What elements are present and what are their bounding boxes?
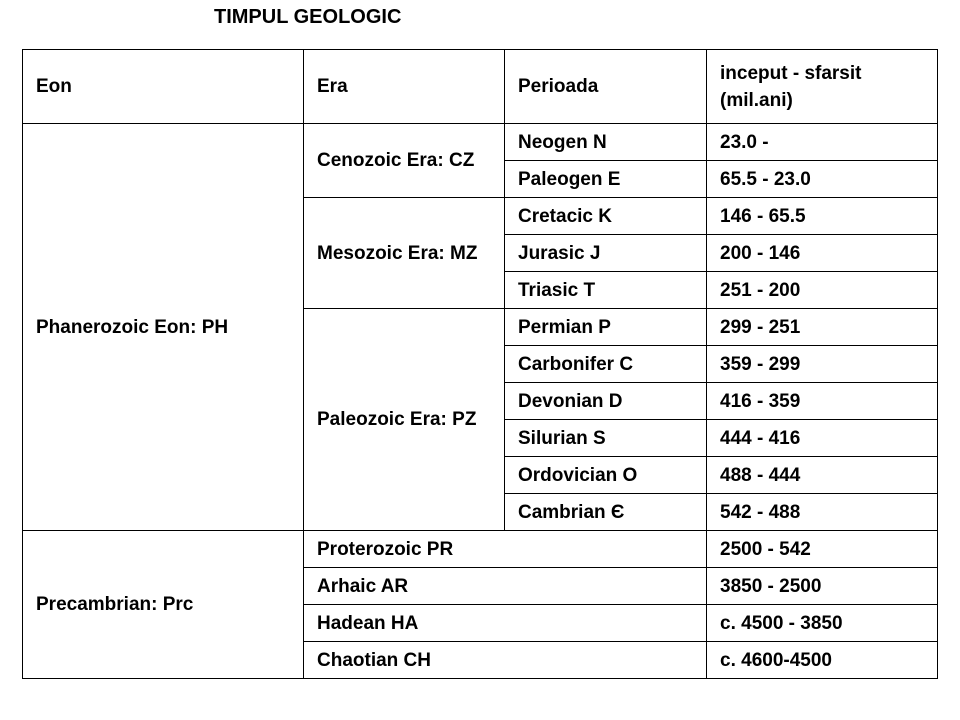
eon-cell-phanerozoic: Phanerozoic Eon: PH <box>23 124 304 531</box>
range-cell: 23.0 - <box>707 124 938 161</box>
period-cell: Carbonifer C <box>505 346 707 383</box>
era-cell-paleozoic: Paleozoic Era: PZ <box>304 309 505 531</box>
range-cell: 146 - 65.5 <box>707 198 938 235</box>
period-cell: Triasic T <box>505 272 707 309</box>
range-cell: 542 - 488 <box>707 494 938 531</box>
range-cell: 444 - 416 <box>707 420 938 457</box>
era-period-cell: Arhaic AR <box>304 568 707 605</box>
page-title: TIMPUL GEOLOGIC <box>214 6 402 28</box>
range-cell: 299 - 251 <box>707 309 938 346</box>
range-cell: 3850 - 2500 <box>707 568 938 605</box>
era-period-cell: Hadean HA <box>304 605 707 642</box>
period-cell: Cambrian Є <box>505 494 707 531</box>
era-cell-cenozoic: Cenozoic Era: CZ <box>304 124 505 198</box>
period-cell: Jurasic J <box>505 235 707 272</box>
table-row <box>23 531 938 568</box>
header-period: Perioada <box>505 50 707 124</box>
range-cell: 251 - 200 <box>707 272 938 309</box>
header-era: Era <box>304 50 505 124</box>
range-cell: c. 4500 - 3850 <box>707 605 938 642</box>
period-cell: Paleogen E <box>505 161 707 198</box>
range-cell: 2500 - 542 <box>707 531 938 568</box>
range-cell: 416 - 359 <box>707 383 938 420</box>
period-cell: Ordovician O <box>505 457 707 494</box>
era-period-cell: Chaotian CH <box>304 642 707 679</box>
period-cell: Neogen N <box>505 124 707 161</box>
period-cell: Permian P <box>505 309 707 346</box>
period-cell: Devonian D <box>505 383 707 420</box>
range-cell: 65.5 - 23.0 <box>707 161 938 198</box>
range-cell: 488 - 444 <box>707 457 938 494</box>
header-eon: Eon <box>23 50 304 124</box>
header-range: inceput - sfarsit (mil.ani) <box>707 50 938 124</box>
era-cell-mesozoic: Mesozoic Era: MZ <box>304 198 505 309</box>
geologic-time-table <box>22 49 938 679</box>
header-row <box>23 50 938 124</box>
range-cell: c. 4600-4500 <box>707 642 938 679</box>
period-cell: Silurian S <box>505 420 707 457</box>
period-cell: Cretacic K <box>505 198 707 235</box>
range-cell: 200 - 146 <box>707 235 938 272</box>
range-cell: 359 - 299 <box>707 346 938 383</box>
table-row <box>23 124 938 161</box>
era-period-cell: Proterozoic PR <box>304 531 707 568</box>
eon-cell-precambrian: Precambrian: Prc <box>23 531 304 679</box>
